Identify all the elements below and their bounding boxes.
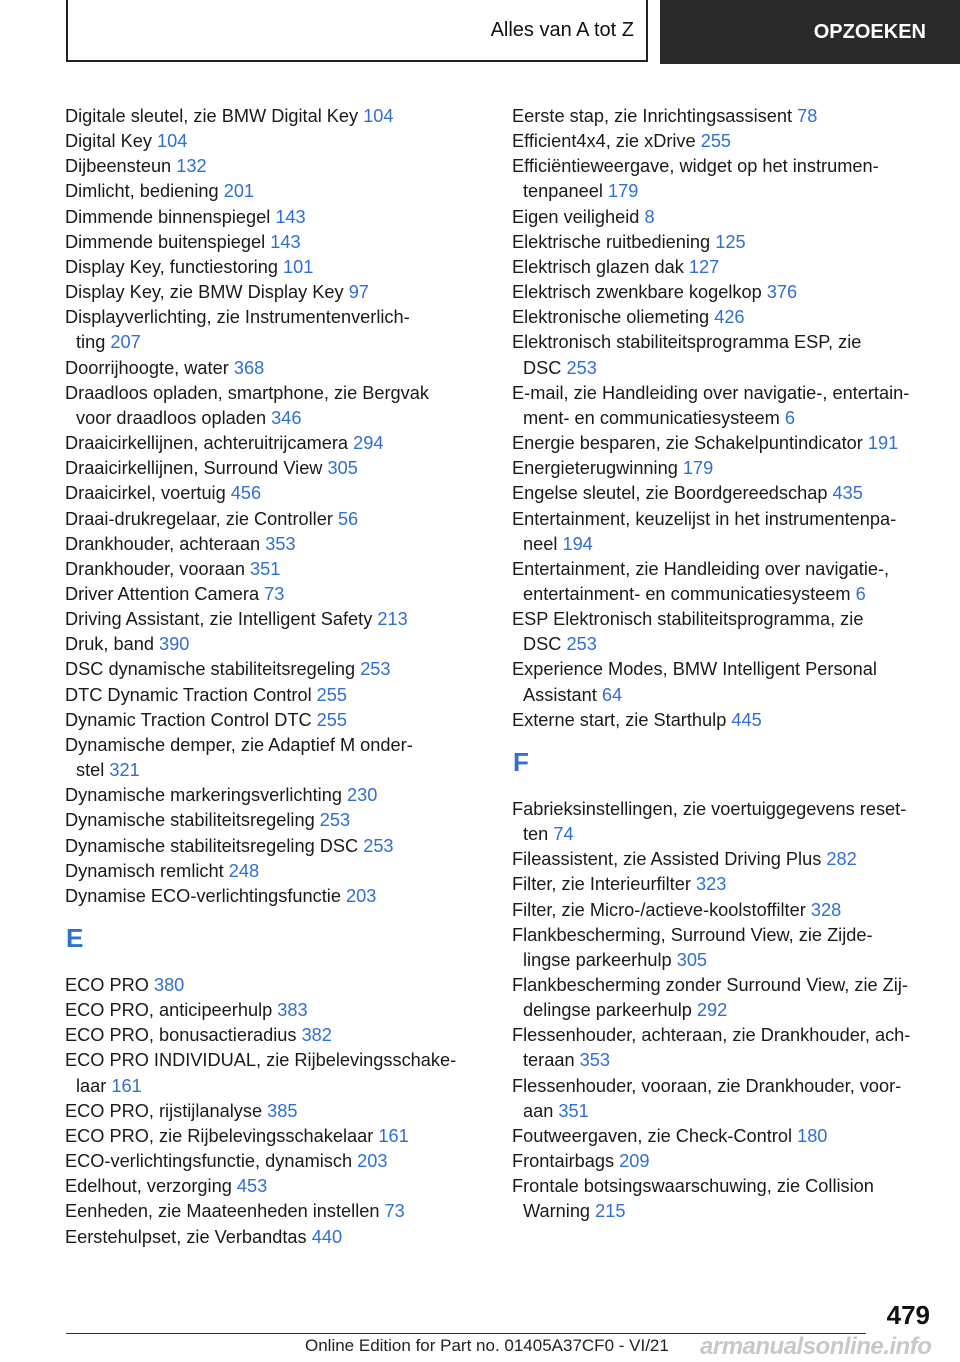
entry-text: teraan (523, 1050, 575, 1071)
entry-text: Warning (523, 1201, 591, 1222)
index-entry (65, 657, 475, 682)
index-entry (65, 230, 475, 255)
index-entry (65, 1023, 475, 1048)
page-link[interactable]: 203 (357, 1151, 388, 1172)
page-link[interactable]: 201 (223, 181, 255, 202)
section-tab-label: Alles van A tot Z (490, 18, 634, 41)
entry-text: Efficiëntieweergave, widget op het instrumen- (512, 156, 879, 177)
entry-text: Draaicirkel, voertuig (65, 483, 226, 504)
entry-text: Frontairbags (512, 1151, 615, 1172)
index-entry (65, 733, 475, 783)
entry-text: Elektrisch glazen dak (512, 256, 684, 277)
entry-text: Dimmende buitenspiegel (65, 231, 266, 252)
entry-text: Engelse sleutel, zie Boordgereedschap (512, 483, 828, 504)
page-link[interactable]: 253 (363, 835, 394, 856)
index-entry (512, 481, 932, 506)
entry-text: Frontale botsingswaarschuwing, zie Collision (512, 1176, 874, 1197)
page-link[interactable]: 380 (153, 975, 185, 995)
page-link[interactable]: 6 (784, 407, 795, 428)
page-link[interactable]: 323 (695, 874, 727, 895)
entry-text: DSC (523, 357, 562, 378)
index-entry (512, 1174, 932, 1224)
index-entry (65, 129, 475, 154)
entry-text: Dijbeensteun (65, 156, 172, 177)
page-link[interactable]: 368 (233, 357, 265, 378)
entry-text: ECO PRO, zie Rijbelevingsschakelaar (65, 1125, 374, 1146)
entry-text: ten (523, 824, 549, 845)
page-link[interactable]: 161 (111, 1075, 142, 1096)
index-entry (512, 305, 932, 330)
page-link[interactable]: 294 (353, 433, 384, 454)
index-entry (65, 1048, 475, 1098)
page-link[interactable]: 125 (715, 231, 746, 252)
entry-text: Externe start, zie Starthulp (512, 709, 727, 730)
page-link[interactable]: 353 (579, 1050, 610, 1071)
page-link[interactable]: 132 (176, 156, 207, 177)
page-link[interactable]: 73 (264, 583, 285, 604)
index-entry (512, 205, 932, 230)
entry-text: Filter, zie Micro-/actieve-koolstoffilter (512, 899, 806, 920)
entry-text: Flessenhouder, vooraan, zie Drankhouder, voor- (512, 1075, 902, 1096)
page-link[interactable]: 346 (271, 407, 302, 428)
entry-text: DTC Dynamic Traction Control (65, 684, 312, 705)
index-entry (512, 607, 932, 657)
page-link[interactable]: 179 (607, 181, 639, 202)
entry-text: voor draadloos opladen (76, 407, 267, 428)
index-entry (65, 381, 475, 431)
page-link[interactable]: 230 (347, 785, 378, 806)
index-entry (65, 1099, 475, 1124)
edition-text: Online Edition for Part no. 01405A37CF0 - VI/21 (305, 1336, 669, 1355)
entry-text: Dynamisch remlicht (65, 860, 224, 881)
entry-text: tenpaneel (523, 181, 603, 202)
entry-text: Elektrische ruitbediening (512, 231, 711, 252)
page-link[interactable]: 127 (688, 256, 720, 277)
index-entry (512, 657, 932, 707)
index-entry (65, 859, 475, 884)
index-column-right (512, 104, 932, 1225)
index-entry (65, 1174, 475, 1199)
entry-text: Display Key, zie BMW Display Key (65, 282, 344, 303)
index-entry (65, 607, 475, 632)
page-link[interactable]: 445 (731, 709, 762, 730)
index-entry (65, 683, 475, 708)
entry-text: Dimlicht, bediening (65, 181, 219, 202)
entry-text: Elektrisch zwenkbare kogelkop (512, 282, 762, 303)
entry-text: Foutweergaven, zie Check-Control (512, 1125, 793, 1146)
page-link[interactable]: 255 (316, 709, 348, 730)
entry-text: Draadloos opladen, smartphone, zie Bergvak (65, 382, 429, 403)
entry-text: ting (76, 332, 106, 353)
entry-text: Digitale sleutel, zie BMW Digital Key (65, 106, 359, 126)
entry-text: Entertainment, zie Handleiding over navigatie-, (512, 558, 890, 579)
page-link[interactable]: 351 (558, 1100, 589, 1121)
entry-text: Displayverlichting, zie Instrumentenverlich- (65, 307, 410, 328)
index-entry (65, 884, 475, 909)
opzoeken-tab-label: OPZOEKEN (813, 20, 926, 43)
page-link[interactable]: 253 (566, 357, 597, 378)
entry-text: Dynamische stabiliteitsregeling (65, 810, 315, 831)
page-link[interactable]: 456 (230, 483, 262, 504)
entry-text: laar (76, 1075, 107, 1096)
index-entry (65, 1199, 475, 1224)
index-entry (512, 1023, 932, 1073)
page-link[interactable]: 101 (283, 256, 314, 277)
entry-text: Doorrijhoogte, water (65, 357, 229, 378)
page-link[interactable]: 8 (644, 206, 655, 227)
entry-text: Dimmende binnenspiegel (65, 206, 271, 227)
watermark: armanualsonline.info (700, 1333, 932, 1360)
index-entry (512, 797, 932, 847)
index-entry (512, 898, 932, 923)
entry-text: ECO PRO, bonusactieradius (65, 1025, 297, 1046)
entry-text: Draai-drukregelaar, zie Controller (65, 508, 333, 529)
entry-text: ECO-verlichtingsfunctie, dynamisch (65, 1151, 353, 1172)
entry-text: Dynamische stabiliteitsregeling DSC (65, 835, 359, 856)
index-entry (512, 1074, 932, 1124)
page-link[interactable]: 353 (265, 533, 296, 554)
entry-text: Draaicirkellijnen, Surround View (65, 458, 323, 479)
entry-text: Dynamise ECO-verlichtingsfunctie (65, 885, 341, 906)
entry-text: delingse parkeerhulp (523, 1000, 692, 1021)
entry-text: Display Key, functiestoring (65, 256, 278, 277)
index-entry (65, 632, 475, 657)
entry-text: Eigen veiligheid (512, 206, 640, 227)
entry-text: Flankbescherming zonder Surround View, zie Zij- (512, 975, 908, 995)
page-link[interactable]: 104 (363, 106, 394, 126)
index-entry (65, 356, 475, 381)
page-link[interactable]: 97 (348, 282, 369, 303)
entry-text: E-mail, zie Handleiding over navigatie-, entertain- (512, 382, 910, 403)
index-entry (65, 154, 475, 179)
entry-text: DSC dynamische stabiliteitsregeling (65, 659, 356, 680)
index-entry (512, 847, 932, 872)
index-entry (512, 708, 932, 733)
page-link[interactable]: 73 (384, 1201, 405, 1222)
page-link[interactable]: 292 (696, 1000, 728, 1021)
page-link[interactable]: 435 (832, 483, 863, 504)
index-entry (512, 1149, 932, 1174)
entry-text: Assistant (523, 684, 597, 705)
page-link[interactable]: 143 (275, 206, 306, 227)
page-link[interactable]: 255 (316, 684, 348, 705)
entry-text: Eenheden, zie Maateenheden instellen (65, 1201, 380, 1222)
page-link[interactable]: 282 (826, 849, 857, 870)
index-entry (65, 973, 475, 998)
page-link[interactable]: 6 (855, 583, 866, 604)
entry-text: ECO PRO INDIVIDUAL, zie Rijbelevingsschake- (65, 1050, 457, 1071)
entry-text: Dynamic Traction Control DTC (65, 709, 312, 730)
entry-text: Druk, band (65, 634, 154, 655)
index-entry (512, 129, 932, 154)
index-entry (65, 557, 475, 582)
index-entry (65, 104, 475, 129)
index-entry (65, 507, 475, 532)
page-link[interactable]: 390 (159, 634, 190, 655)
entry-text: ment- en communicatiesysteem (523, 407, 780, 428)
entry-text: Energieterugwinning (512, 458, 678, 479)
entry-text: Dynamische markeringsverlichting (65, 785, 342, 806)
entry-text: Digital Key (65, 131, 152, 152)
index-entry (65, 1149, 475, 1174)
entry-text: ESP Elektronisch stabiliteitsprogramma, zie (512, 609, 864, 630)
page-link[interactable]: 328 (810, 899, 842, 920)
section-letter: F (513, 746, 529, 777)
index-entry (512, 872, 932, 897)
entry-text: lingse parkeerhulp (523, 949, 672, 970)
opzoeken-tab[interactable] (660, 0, 960, 64)
page-link[interactable]: 376 (766, 282, 798, 303)
page-link[interactable]: 194 (562, 533, 593, 554)
index-entry (65, 708, 475, 733)
index-entry (65, 305, 475, 355)
page-link[interactable]: 351 (250, 558, 281, 579)
page-link[interactable]: 383 (277, 1000, 308, 1021)
entry-text: Driver Attention Camera (65, 583, 260, 604)
index-entry (512, 456, 932, 481)
page-link[interactable]: 382 (301, 1025, 332, 1046)
index-entry (65, 205, 475, 230)
index-entry (65, 456, 475, 481)
index-entry (65, 998, 475, 1023)
index-entry (512, 154, 932, 204)
page-link[interactable]: 180 (797, 1125, 828, 1146)
index-entry (512, 255, 932, 280)
index-entry (512, 973, 932, 1023)
index-entry (65, 431, 475, 456)
entry-text: Entertainment, keuzelijst in het instrumentenpa- (512, 508, 897, 529)
section-tab[interactable] (66, 0, 648, 62)
page-link[interactable]: 253 (319, 810, 351, 831)
page-link[interactable]: 207 (110, 332, 141, 353)
entry-text: neel (523, 533, 558, 554)
page-link[interactable]: 305 (327, 458, 358, 479)
entry-text: Flankbescherming, Surround View, zie Zijde- (512, 924, 873, 945)
index-entry (65, 834, 475, 859)
entry-text: ECO PRO (65, 975, 149, 995)
page-link[interactable]: 104 (157, 131, 188, 152)
entry-text: Driving Assistant, zie Intelligent Safety (65, 609, 373, 630)
index-entry (512, 1124, 932, 1149)
entry-text: Energie besparen, zie Schakelpuntindicator (512, 433, 863, 454)
entry-text: Fileassistent, zie Assisted Driving Plus (512, 849, 822, 870)
entry-text: Efficient4x4, zie xDrive (512, 131, 696, 152)
entry-text: ECO PRO, rijstijlanalyse (65, 1100, 263, 1121)
index-entry (65, 481, 475, 506)
page-link[interactable]: 74 (553, 824, 574, 845)
page-link[interactable]: 161 (378, 1125, 409, 1146)
page-header (66, 0, 960, 64)
entry-text: Eerstehulpset, zie Verbandtas (65, 1226, 307, 1247)
entry-text: Drankhouder, vooraan (65, 558, 245, 579)
entry-text: Dynamische demper, zie Adaptief M onder- (65, 734, 413, 755)
index-entry (512, 330, 932, 380)
entry-text: ECO PRO, anticipeerhulp (65, 1000, 273, 1021)
index-entry (65, 808, 475, 833)
page-link[interactable]: 255 (700, 131, 732, 152)
page-number: 479 (886, 1300, 930, 1330)
page-link[interactable]: 248 (228, 860, 260, 881)
entry-text: Experience Modes, BMW Intelligent Personal (512, 659, 877, 680)
page-link[interactable]: 453 (236, 1176, 268, 1197)
entry-text: Edelhout, verzorging (65, 1176, 232, 1197)
index-entry (512, 104, 932, 129)
index-entry (65, 532, 475, 557)
page-link[interactable]: 440 (311, 1226, 343, 1247)
index-entry (512, 431, 932, 456)
index-entry (512, 557, 932, 607)
page-link[interactable]: 56 (337, 508, 359, 529)
page-link[interactable]: 305 (676, 949, 708, 970)
page-link[interactable]: 64 (601, 684, 623, 705)
page-link[interactable]: 203 (346, 885, 377, 906)
index-entry (512, 381, 932, 431)
page-link[interactable]: 253 (360, 659, 391, 680)
page-link[interactable]: 179 (682, 458, 714, 479)
section-letter: E (66, 923, 84, 953)
entry-text: DSC (523, 634, 562, 655)
index-entry (65, 582, 475, 607)
page-link[interactable]: 143 (270, 231, 301, 252)
page-link[interactable]: 426 (714, 307, 745, 328)
entry-text: stel (76, 760, 105, 781)
index-entry (512, 923, 932, 973)
entry-text: Drankhouder, achteraan (65, 533, 261, 554)
index-column-left (65, 104, 475, 1250)
index-entry (65, 280, 475, 305)
index-entry (512, 507, 932, 557)
index-entry (65, 1225, 475, 1250)
index-entry (512, 230, 932, 255)
page-link[interactable]: 191 (867, 433, 899, 454)
entry-text: Elektronisch stabiliteitsprogramma ESP, zie (512, 332, 862, 353)
entry-text: Eerste stap, zie Inrichtingsassisent (512, 106, 793, 126)
page-link[interactable]: 253 (566, 634, 597, 655)
index-entry (65, 1124, 475, 1149)
index-entry (65, 783, 475, 808)
page-link[interactable]: 321 (109, 760, 140, 781)
page-link[interactable]: 385 (267, 1100, 298, 1121)
entry-text: Flessenhouder, achteraan, zie Drankhouder, ach- (512, 1025, 911, 1046)
page-link[interactable]: 209 (619, 1151, 650, 1172)
index-entry (65, 179, 475, 204)
page-link[interactable]: 213 (377, 609, 408, 630)
entry-text: Fabrieksinstellingen, zie voertuiggegevens reset- (512, 798, 907, 819)
index-entry (512, 280, 932, 305)
entry-text: Elektronische oliemeting (512, 307, 710, 328)
page-link[interactable]: 215 (595, 1201, 626, 1222)
index-entry (65, 255, 475, 280)
entry-text: aan (523, 1100, 554, 1121)
page-link[interactable]: 78 (797, 106, 818, 126)
entry-text: Draaicirkellijnen, achteruitrijcamera (65, 433, 349, 454)
entry-text: Filter, zie Interieurfilter (512, 874, 691, 895)
entry-text: entertainment- en communicatiesysteem (523, 583, 851, 604)
